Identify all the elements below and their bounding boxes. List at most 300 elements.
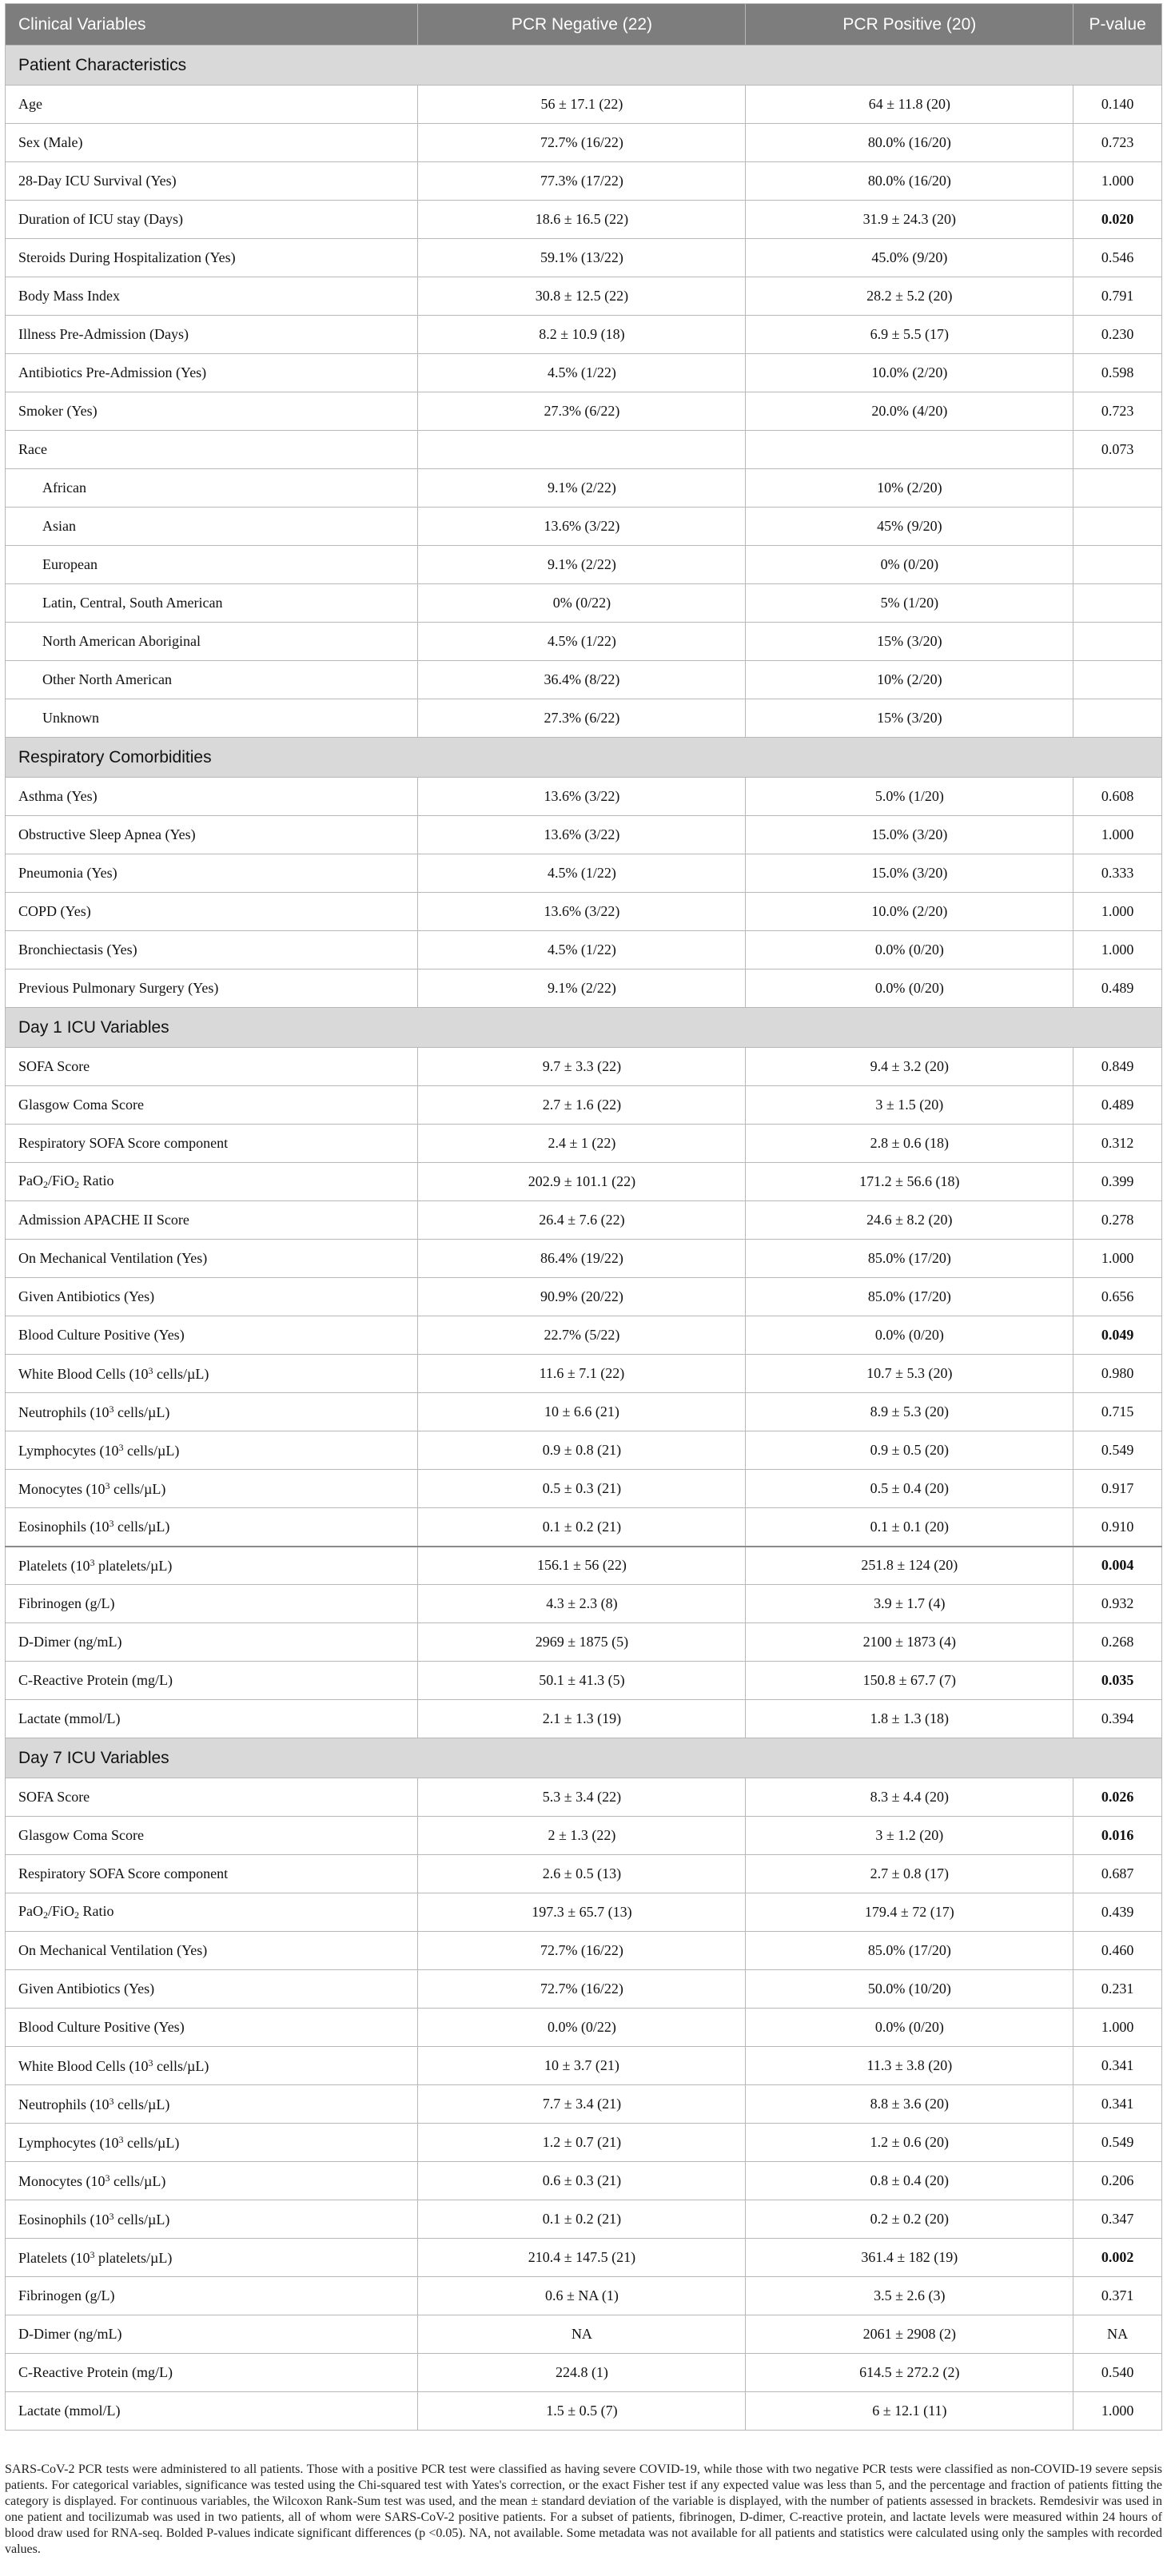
p-value <box>1073 508 1162 546</box>
section-header-row <box>6 738 1162 778</box>
p-value: 0.549 <box>1073 2124 1162 2162</box>
pcr-negative-value: 36.4% (8/22) <box>418 661 746 699</box>
p-value: 0.073 <box>1073 431 1162 469</box>
variable-label: Neutrophils ($10^3$ cells/µL) <box>6 2085 418 2124</box>
variable-label: Steroids During Hospitalization (Yes) <box>6 239 418 277</box>
pcr-positive-value: 45.0% (9/20) <box>746 239 1073 277</box>
variable-label: Given Antibiotics (Yes) <box>6 1970 418 2009</box>
pcr-negative-value: 10 ± 3.7 (21) <box>418 2047 746 2085</box>
pcr-positive-value: 0.0% (0/20) <box>746 969 1073 1008</box>
variable-label: African <box>6 469 418 508</box>
p-value: 0.394 <box>1073 1700 1162 1738</box>
variable-label: Duration of ICU stay (Days) <box>6 201 418 239</box>
p-value: 0.489 <box>1073 969 1162 1008</box>
pcr-negative-value: 9.1% (2/22) <box>418 546 746 584</box>
pcr-positive-value: 15.0% (3/20) <box>746 854 1073 893</box>
table-row <box>6 1547 1162 1585</box>
variable-label: Platelets ($10^3$ platelets/µL) <box>6 1547 418 1585</box>
section-title: Patient Characteristics <box>6 46 1162 86</box>
p-value: 0.849 <box>1073 1048 1162 1086</box>
table-row <box>6 1201 1162 1240</box>
table-row <box>6 584 1162 623</box>
variable-label: Lactate (mmol/L) <box>6 1700 418 1738</box>
pcr-positive-value: 10% (2/20) <box>746 469 1073 508</box>
pcr-positive-value: 2061 ± 2908 (2) <box>746 2315 1073 2354</box>
pcr-negative-value: 26.4 ± 7.6 (22) <box>418 1201 746 1240</box>
variable-label: 28-Day ICU Survival (Yes) <box>6 162 418 201</box>
variable-label: Given Antibiotics (Yes) <box>6 1278 418 1316</box>
pcr-positive-value: 361.4 ± 182 (19) <box>746 2239 1073 2277</box>
table-row <box>6 431 1162 469</box>
pcr-negative-value: 4.5% (1/22) <box>418 623 746 661</box>
pcr-positive-value: 15.0% (3/20) <box>746 816 1073 854</box>
variable-label: Neutrophils ($10^3$ cells/µL) <box>6 1393 418 1431</box>
pcr-negative-value: 4.3 ± 2.3 (8) <box>418 1585 746 1623</box>
pcr-negative-value: 13.6% (3/22) <box>418 508 746 546</box>
pcr-negative-value: 8.2 ± 10.9 (18) <box>418 316 746 354</box>
variable-label: Pneumonia (Yes) <box>6 854 418 893</box>
p-value: 1.000 <box>1073 162 1162 201</box>
table-row <box>6 2085 1162 2124</box>
pcr-negative-value: 0.0% (0/22) <box>418 2009 746 2047</box>
table-row <box>6 2162 1162 2200</box>
p-value: 0.791 <box>1073 277 1162 316</box>
table-row <box>6 1393 1162 1431</box>
table-row <box>6 854 1162 893</box>
p-value: 0.399 <box>1073 1163 1162 1201</box>
variable-label: On Mechanical Ventilation (Yes) <box>6 1932 418 1970</box>
pcr-positive-value: 28.2 ± 5.2 (20) <box>746 277 1073 316</box>
pcr-negative-value: 2969 ± 1875 (5) <box>418 1623 746 1662</box>
pcr-negative-value: 9.1% (2/22) <box>418 469 746 508</box>
pcr-positive-value: 10.0% (2/20) <box>746 893 1073 931</box>
table-row <box>6 239 1162 277</box>
pcr-negative-value <box>418 431 746 469</box>
pcr-positive-value: 45% (9/20) <box>746 508 1073 546</box>
section-header-row <box>6 46 1162 86</box>
p-value: 0.656 <box>1073 1278 1162 1316</box>
table-row <box>6 392 1162 431</box>
table-row <box>6 469 1162 508</box>
variable-label: On Mechanical Ventilation (Yes) <box>6 1240 418 1278</box>
p-value: 0.917 <box>1073 1470 1162 1508</box>
table-row <box>6 893 1162 931</box>
variable-label: SOFA Score <box>6 1778 418 1817</box>
table-row <box>6 1086 1162 1125</box>
pcr-negative-value: 202.9 ± 101.1 (22) <box>418 1163 746 1201</box>
table-row <box>6 354 1162 392</box>
p-value: 1.000 <box>1073 816 1162 854</box>
pcr-positive-value: 10% (2/20) <box>746 661 1073 699</box>
table-row <box>6 2392 1162 2431</box>
table-row <box>6 1355 1162 1393</box>
pcr-positive-value: 5.0% (1/20) <box>746 778 1073 816</box>
pcr-negative-value: 2.6 ± 0.5 (13) <box>418 1855 746 1893</box>
p-value: 0.341 <box>1073 2047 1162 2085</box>
table-row <box>6 1316 1162 1355</box>
pcr-positive-value: 2.7 ± 0.8 (17) <box>746 1855 1073 1893</box>
pcr-negative-value: 7.7 ± 3.4 (21) <box>418 2085 746 2124</box>
pcr-positive-value: 1.2 ± 0.6 (20) <box>746 2124 1073 2162</box>
header-p-value: P-value <box>1073 4 1162 46</box>
pcr-positive-value: 3.9 ± 1.7 (4) <box>746 1585 1073 1623</box>
pcr-positive-value: 3 ± 1.5 (20) <box>746 1086 1073 1125</box>
p-value: 0.715 <box>1073 1393 1162 1431</box>
p-value: 0.932 <box>1073 1585 1162 1623</box>
pcr-positive-value: 85.0% (17/20) <box>746 1240 1073 1278</box>
table-row <box>6 2277 1162 2315</box>
p-value: 0.540 <box>1073 2354 1162 2392</box>
section-header-row <box>6 1008 1162 1048</box>
table-row <box>6 699 1162 738</box>
variable-label: D-Dimer (ng/mL) <box>6 2315 418 2354</box>
pcr-positive-value: 0.0% (0/20) <box>746 931 1073 969</box>
variable-label: Respiratory SOFA Score component <box>6 1855 418 1893</box>
variable-label: Asian <box>6 508 418 546</box>
pcr-positive-value: 0.9 ± 0.5 (20) <box>746 1431 1073 1470</box>
p-value: 0.268 <box>1073 1623 1162 1662</box>
table-row <box>6 1623 1162 1662</box>
pcr-negative-value: 27.3% (6/22) <box>418 699 746 738</box>
p-value: 0.016 <box>1073 1817 1162 1855</box>
table-row <box>6 1048 1162 1086</box>
table-row <box>6 2315 1162 2354</box>
variable-label: Lymphocytes ($10^3$ cells/µL) <box>6 2124 418 2162</box>
p-value: 0.598 <box>1073 354 1162 392</box>
pcr-positive-value: 15% (3/20) <box>746 623 1073 661</box>
p-value: 0.549 <box>1073 1431 1162 1470</box>
pcr-positive-value <box>746 431 1073 469</box>
pcr-positive-value: 9.4 ± 3.2 (20) <box>746 1048 1073 1086</box>
p-value: 0.020 <box>1073 201 1162 239</box>
p-value: 0.723 <box>1073 392 1162 431</box>
p-value: 0.206 <box>1073 2162 1162 2200</box>
pcr-negative-value: 13.6% (3/22) <box>418 893 746 931</box>
pcr-positive-value: 0.0% (0/20) <box>746 2009 1073 2047</box>
pcr-negative-value: 2 ± 1.3 (22) <box>418 1817 746 1855</box>
header-clinical-variables: Clinical Variables <box>6 4 418 46</box>
variable-label: Eosinophils ($10^3$ cells/µL) <box>6 1508 418 1547</box>
p-value: 0.341 <box>1073 2085 1162 2124</box>
p-value: 0.371 <box>1073 2277 1162 2315</box>
pcr-negative-value: 11.6 ± 7.1 (22) <box>418 1355 746 1393</box>
table-header-row <box>6 4 1162 46</box>
variable-label: Asthma (Yes) <box>6 778 418 816</box>
p-value: 1.000 <box>1073 2009 1162 2047</box>
pcr-positive-value: 0% (0/20) <box>746 546 1073 584</box>
variable-label: PaO$_2$/FiO$_2$ Ratio <box>6 1893 418 1932</box>
variable-label: Monocytes ($10^3$ cells/µL) <box>6 2162 418 2200</box>
pcr-positive-value: 6 ± 12.1 (11) <box>746 2392 1073 2431</box>
table-row <box>6 1278 1162 1316</box>
pcr-positive-value: 8.9 ± 5.3 (20) <box>746 1393 1073 1431</box>
p-value: 0.312 <box>1073 1125 1162 1163</box>
table-row <box>6 1778 1162 1817</box>
pcr-positive-value: 8.8 ± 3.6 (20) <box>746 2085 1073 2124</box>
table-row <box>6 162 1162 201</box>
pcr-negative-value: 156.1 ± 56 (22) <box>418 1547 746 1585</box>
pcr-negative-value: 2.1 ± 1.3 (19) <box>418 1700 746 1738</box>
p-value <box>1073 584 1162 623</box>
table-row <box>6 2239 1162 2277</box>
p-value: 0.333 <box>1073 854 1162 893</box>
variable-label: COPD (Yes) <box>6 893 418 931</box>
p-value: 0.460 <box>1073 1932 1162 1970</box>
pcr-positive-value: 3.5 ± 2.6 (3) <box>746 2277 1073 2315</box>
variable-label: Illness Pre-Admission (Days) <box>6 316 418 354</box>
table-row <box>6 277 1162 316</box>
pcr-positive-value: 614.5 ± 272.2 (2) <box>746 2354 1073 2392</box>
pcr-negative-value: 10 ± 6.6 (21) <box>418 1393 746 1431</box>
variable-label: C-Reactive Protein (mg/L) <box>6 1662 418 1700</box>
pcr-positive-value: 10.0% (2/20) <box>746 354 1073 392</box>
pcr-negative-value: 18.6 ± 16.5 (22) <box>418 201 746 239</box>
pcr-negative-value: 210.4 ± 147.5 (21) <box>418 2239 746 2277</box>
variable-label: Glasgow Coma Score <box>6 1817 418 1855</box>
p-value: 0.230 <box>1073 316 1162 354</box>
variable-label: White Blood Cells ($10^3$ cells/µL) <box>6 2047 418 2085</box>
p-value <box>1073 546 1162 584</box>
table-row <box>6 2354 1162 2392</box>
section-header-row <box>6 1738 1162 1778</box>
pcr-positive-value: 0.2 ± 0.2 (20) <box>746 2200 1073 2239</box>
pcr-positive-value: 80.0% (16/20) <box>746 162 1073 201</box>
table-row <box>6 124 1162 162</box>
variable-label: Body Mass Index <box>6 277 418 316</box>
variable-label: Blood Culture Positive (Yes) <box>6 1316 418 1355</box>
variable-label: Respiratory SOFA Score component <box>6 1125 418 1163</box>
p-value: 0.910 <box>1073 1508 1162 1547</box>
table-row <box>6 201 1162 239</box>
pcr-negative-value: 0.5 ± 0.3 (21) <box>418 1470 746 1508</box>
p-value: 0.439 <box>1073 1893 1162 1932</box>
variable-label: Eosinophils ($10^3$ cells/µL) <box>6 2200 418 2239</box>
p-value: 1.000 <box>1073 2392 1162 2431</box>
pcr-positive-value: 20.0% (4/20) <box>746 392 1073 431</box>
pcr-positive-value: 2.8 ± 0.6 (18) <box>746 1125 1073 1163</box>
table-row <box>6 1970 1162 2009</box>
pcr-negative-value: 1.2 ± 0.7 (21) <box>418 2124 746 2162</box>
p-value: 0.049 <box>1073 1316 1162 1355</box>
p-value <box>1073 469 1162 508</box>
pcr-positive-value: 64 ± 11.8 (20) <box>746 86 1073 124</box>
section-title: Day 1 ICU Variables <box>6 1008 1162 1048</box>
table-row <box>6 316 1162 354</box>
p-value: 0.347 <box>1073 2200 1162 2239</box>
variable-label: Other North American <box>6 661 418 699</box>
variable-label: Fibrinogen (g/L) <box>6 2277 418 2315</box>
pcr-positive-value: 150.8 ± 67.7 (7) <box>746 1662 1073 1700</box>
table-row <box>6 1240 1162 1278</box>
variable-label: Platelets ($10^3$ platelets/µL) <box>6 2239 418 2277</box>
table-row <box>6 2009 1162 2047</box>
pcr-negative-value: 72.7% (16/22) <box>418 1970 746 2009</box>
variable-label: PaO$_2$/FiO$_2$ Ratio <box>6 1163 418 1201</box>
pcr-positive-value: 0.0% (0/20) <box>746 1316 1073 1355</box>
table-row <box>6 1163 1162 1201</box>
variable-label: Latin, Central, South American <box>6 584 418 623</box>
p-value: 0.546 <box>1073 239 1162 277</box>
pcr-positive-value: 31.9 ± 24.3 (20) <box>746 201 1073 239</box>
table-row <box>6 1508 1162 1547</box>
table-row <box>6 1893 1162 1932</box>
table-row <box>6 816 1162 854</box>
table-row <box>6 2124 1162 2162</box>
variable-label: Antibiotics Pre-Admission (Yes) <box>6 354 418 392</box>
table-row <box>6 1700 1162 1738</box>
table-row <box>6 86 1162 124</box>
pcr-positive-value: 0.8 ± 0.4 (20) <box>746 2162 1073 2200</box>
variable-label: Sex (Male) <box>6 124 418 162</box>
pcr-positive-value: 179.4 ± 72 (17) <box>746 1893 1073 1932</box>
pcr-positive-value: 5% (1/20) <box>746 584 1073 623</box>
pcr-negative-value: 2.4 ± 1 (22) <box>418 1125 746 1163</box>
p-value: 0.231 <box>1073 1970 1162 2009</box>
pcr-positive-value: 24.6 ± 8.2 (20) <box>746 1201 1073 1240</box>
p-value: 0.608 <box>1073 778 1162 816</box>
pcr-negative-value: 9.7 ± 3.3 (22) <box>418 1048 746 1086</box>
pcr-positive-value: 251.8 ± 124 (20) <box>746 1547 1073 1585</box>
p-value: 0.489 <box>1073 1086 1162 1125</box>
variable-label: Fibrinogen (g/L) <box>6 1585 418 1623</box>
clinical-variables-table <box>5 3 1162 2431</box>
pcr-negative-value: 4.5% (1/22) <box>418 354 746 392</box>
p-value <box>1073 623 1162 661</box>
p-value: 1.000 <box>1073 893 1162 931</box>
table-row <box>6 546 1162 584</box>
pcr-positive-value: 15% (3/20) <box>746 699 1073 738</box>
variable-label: Smoker (Yes) <box>6 392 418 431</box>
variable-label: Unknown <box>6 699 418 738</box>
table-row <box>6 1932 1162 1970</box>
pcr-positive-value: 2100 ± 1873 (4) <box>746 1623 1073 1662</box>
pcr-negative-value: 77.3% (17/22) <box>418 162 746 201</box>
pcr-negative-value: 4.5% (1/22) <box>418 931 746 969</box>
pcr-positive-value: 0.5 ± 0.4 (20) <box>746 1470 1073 1508</box>
p-value <box>1073 661 1162 699</box>
table-row <box>6 623 1162 661</box>
table-body <box>6 46 1162 2431</box>
variable-label: Race <box>6 431 418 469</box>
pcr-positive-value: 0.1 ± 0.1 (20) <box>746 1508 1073 1547</box>
header-pcr-positive: PCR Positive (20) <box>746 4 1073 46</box>
pcr-negative-value: NA <box>418 2315 746 2354</box>
pcr-positive-value: 6.9 ± 5.5 (17) <box>746 316 1073 354</box>
section-title: Respiratory Comorbidities <box>6 738 1162 778</box>
p-value: 0.026 <box>1073 1778 1162 1817</box>
pcr-positive-value: 8.3 ± 4.4 (20) <box>746 1778 1073 1817</box>
variable-label: Obstructive Sleep Apnea (Yes) <box>6 816 418 854</box>
pcr-negative-value: 0.9 ± 0.8 (21) <box>418 1431 746 1470</box>
pcr-negative-value: 56 ± 17.1 (22) <box>418 86 746 124</box>
pcr-positive-value: 10.7 ± 5.3 (20) <box>746 1355 1073 1393</box>
p-value: 0.035 <box>1073 1662 1162 1700</box>
pcr-negative-value: 0% (0/22) <box>418 584 746 623</box>
p-value: 1.000 <box>1073 1240 1162 1278</box>
variable-label: European <box>6 546 418 584</box>
p-value: 0.980 <box>1073 1355 1162 1393</box>
table-row <box>6 1585 1162 1623</box>
variable-label: Age <box>6 86 418 124</box>
table-row <box>6 931 1162 969</box>
variable-label: Bronchiectasis (Yes) <box>6 931 418 969</box>
variable-label: C-Reactive Protein (mg/L) <box>6 2354 418 2392</box>
pcr-negative-value: 30.8 ± 12.5 (22) <box>418 277 746 316</box>
table-row <box>6 1817 1162 1855</box>
variable-label: Monocytes ($10^3$ cells/µL) <box>6 1470 418 1508</box>
pcr-negative-value: 9.1% (2/22) <box>418 969 746 1008</box>
pcr-negative-value: 90.9% (20/22) <box>418 1278 746 1316</box>
pcr-negative-value: 86.4% (19/22) <box>418 1240 746 1278</box>
variable-label: Admission APACHE II Score <box>6 1201 418 1240</box>
pcr-negative-value: 0.1 ± 0.2 (21) <box>418 1508 746 1547</box>
p-value: 1.000 <box>1073 931 1162 969</box>
pcr-positive-value: 50.0% (10/20) <box>746 1970 1073 2009</box>
pcr-negative-value: 0.6 ± 0.3 (21) <box>418 2162 746 2200</box>
pcr-negative-value: 72.7% (16/22) <box>418 1932 746 1970</box>
pcr-positive-value: 171.2 ± 56.6 (18) <box>746 1163 1073 1201</box>
table-row <box>6 969 1162 1008</box>
p-value: 0.002 <box>1073 2239 1162 2277</box>
pcr-positive-value: 1.8 ± 1.3 (18) <box>746 1700 1073 1738</box>
variable-label: Lymphocytes ($10^3$ cells/µL) <box>6 1431 418 1470</box>
table-row <box>6 1470 1162 1508</box>
table-row <box>6 2200 1162 2239</box>
table-footnote: SARS-CoV-2 PCR tests were administered to all patients. Those with a positive PCR test were classified as having severe COVID-19, while those with two negative PCR tests were classified as non-COVID-19 severe sepsis patients. For categorical variables, significance was tested using the Chi-squared test with Yates's correction, or the exact Fisher test if any expected value was less than 5, and the percentage and fraction of patients fitting the category is displayed. For continuous variables, the Wilcoxon Rank-Sum test was used, and the mean ± standard deviation of the variable is displayed, with the number of patients assessed in brackets. Remdesivir was used in one patient and tocilizumab was used in two patients, all of whom were SARS-CoV-2 positive patients. For a subset of patients, fibrinogen, D-dimer, C-reactive protein, and lactate levels were measured within 24 hours of blood draw used for RNA-seq. Bolded P-values indicate significant differences (p <0.05). NA, not available. Some metadata was not available for all patients and statistics were calculated using only the samples with recorded values. <box>5 2463 1162 2556</box>
p-value: 0.278 <box>1073 1201 1162 1240</box>
section-title: Day 7 ICU Variables <box>6 1738 1162 1778</box>
variable-label: North American Aboriginal <box>6 623 418 661</box>
p-value <box>1073 699 1162 738</box>
variable-label: SOFA Score <box>6 1048 418 1086</box>
pcr-negative-value: 72.7% (16/22) <box>418 124 746 162</box>
pcr-negative-value: 197.3 ± 65.7 (13) <box>418 1893 746 1932</box>
variable-label: Previous Pulmonary Surgery (Yes) <box>6 969 418 1008</box>
table-row <box>6 508 1162 546</box>
variable-label: Blood Culture Positive (Yes) <box>6 2009 418 2047</box>
header-pcr-negative: PCR Negative (22) <box>418 4 746 46</box>
table-row <box>6 1855 1162 1893</box>
p-value: 0.687 <box>1073 1855 1162 1893</box>
pcr-negative-value: 59.1% (13/22) <box>418 239 746 277</box>
variable-label: White Blood Cells ($10^3$ cells/µL) <box>6 1355 418 1393</box>
pcr-negative-value: 0.1 ± 0.2 (21) <box>418 2200 746 2239</box>
p-value: 0.140 <box>1073 86 1162 124</box>
p-value: 0.723 <box>1073 124 1162 162</box>
variable-label: Glasgow Coma Score <box>6 1086 418 1125</box>
variable-label: D-Dimer (ng/mL) <box>6 1623 418 1662</box>
pcr-negative-value: 22.7% (5/22) <box>418 1316 746 1355</box>
p-value: NA <box>1073 2315 1162 2354</box>
table-row <box>6 778 1162 816</box>
pcr-negative-value: 50.1 ± 41.3 (5) <box>418 1662 746 1700</box>
pcr-positive-value: 85.0% (17/20) <box>746 1932 1073 1970</box>
pcr-negative-value: 1.5 ± 0.5 (7) <box>418 2392 746 2431</box>
pcr-negative-value: 13.6% (3/22) <box>418 778 746 816</box>
table-row <box>6 1125 1162 1163</box>
pcr-positive-value: 85.0% (17/20) <box>746 1278 1073 1316</box>
pcr-positive-value: 80.0% (16/20) <box>746 124 1073 162</box>
table-row <box>6 661 1162 699</box>
pcr-positive-value: 3 ± 1.2 (20) <box>746 1817 1073 1855</box>
pcr-negative-value: 27.3% (6/22) <box>418 392 746 431</box>
p-value: 0.004 <box>1073 1547 1162 1585</box>
pcr-negative-value: 224.8 (1) <box>418 2354 746 2392</box>
pcr-positive-value: 11.3 ± 3.8 (20) <box>746 2047 1073 2085</box>
table-row <box>6 1662 1162 1700</box>
pcr-negative-value: 2.7 ± 1.6 (22) <box>418 1086 746 1125</box>
table-row <box>6 1431 1162 1470</box>
